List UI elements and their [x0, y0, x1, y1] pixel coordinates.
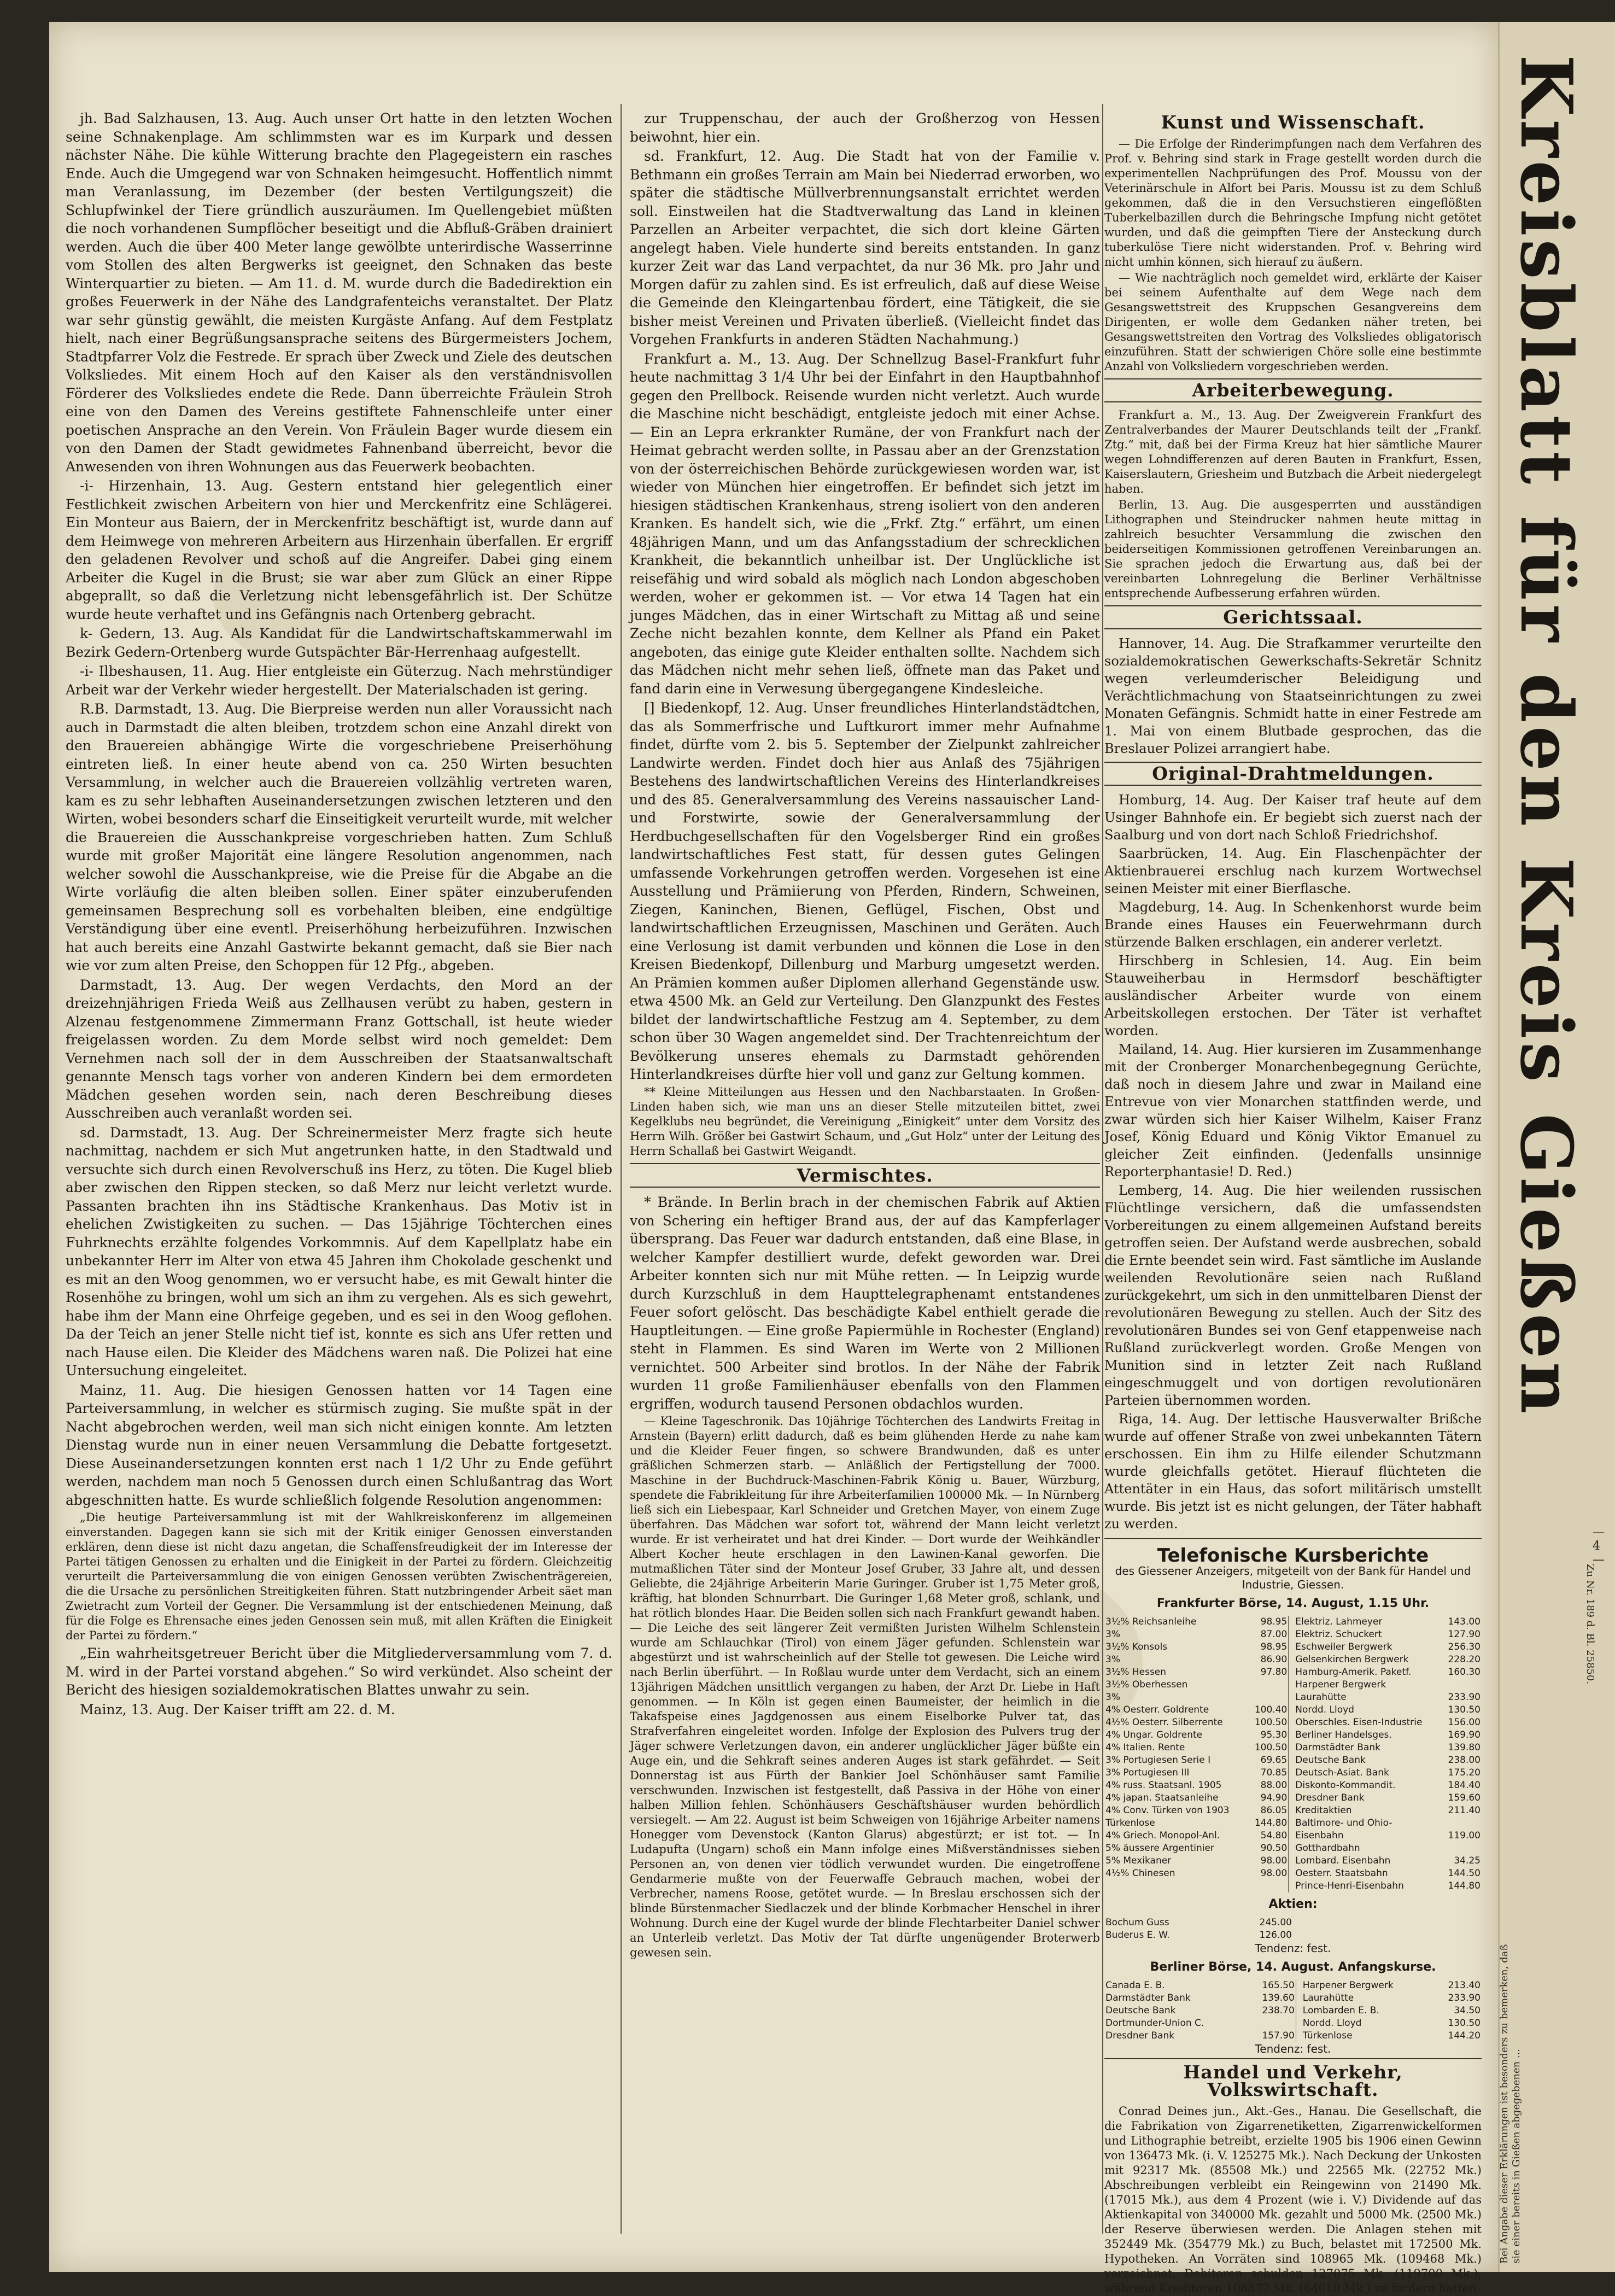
quote-name: Dresdner Bank — [1105, 2030, 1175, 2041]
quote-row — [1104, 1792, 1482, 1804]
quote-separator — [1289, 1729, 1295, 1742]
article-paragraph: „Die heutige Parteiversammlung ist mit der Wahlkreiskonferenz im allgemeinen einverstanden. Dagegen kann sie sich mit der Kritik einiger Genossen einverstanden erklären, denn diese ist nicht dazu angetan, die Schaffensfreudigkeit der im Interesse der Partei tätigen Genossen zu erhalten und die Einigkeit in der Partei zu fördern. Gleichzeitig verurteilt die Parteiversammlung die von einigen Genossen verübten Zwischenträgereien, die die Ursache zu persönlichen Streitigkeiten führen. Statt nutzbringender Arbeit säet man Zwietracht zum Vorteil der Gegner. Die Versammlung ist der entschiedenen Meinung, daß für die Folge es Ehrensache eines jeden Genossen sein muß, mit allen Kräften die Einigkeit der Partei zu fördern.“ — [66, 1511, 612, 1642]
quote-row — [1104, 1929, 1293, 1942]
quote-name: Lombard. Eisenbahn — [1295, 1855, 1391, 1866]
quote-name: 4% Conv. Türken von 1903 — [1105, 1805, 1230, 1816]
quote-name: Oberschles. Eisen-Industrie — [1295, 1717, 1423, 1728]
quote-name: Bochum Guss — [1105, 1917, 1169, 1928]
quote-value: 86.05 — [1260, 1805, 1288, 1816]
quote-row — [1104, 1666, 1482, 1679]
article-paragraph: k- Gedern, 13. Aug. Als Kandidat für die Landwirtschaftskammerwahl im Bezirk Gedern-Ortenberg wurde Gutspächter Bär-Herrenhaag aufgestellt. — [66, 626, 612, 660]
quote-row — [1104, 1754, 1482, 1767]
article-paragraph: jh. Bad Salzhausen, 13. Aug. Auch unser Ort hatte in den letzten Wochen seine Schnakenplage. Am schlimmsten war es im Kurpark und dessen nächster Nähe. Die kühle Witterung brachte den Plagegeistern ein rasches Ende. Auch die Umgegend war von Schnaken heimgesucht. Hoffentlich nimmt man Veranlassung, im Dezember (der besten Vertilgungszeit) die Schlupfwinkel der Tiere gründlich auszuräumen. Im Quellengebiet müßten die noch vorhandenen Sumpflöcher beseitigt und die Abfluß-Gräben drainiert werden. Auch die über 400 Meter lange gewölbte unterirdische Wasserrinne vom Stollen des alten Bergwerks ist geeignet, den Schnaken das beste Winterquartier zu bieten. — Am 11. d. M. wurde durch die Badedirektion ein großes Feuerwerk in der Nähe des Landgrafenteichs veranstaltet. Der Platz war sehr günstig gewählt, die meisten Kurgäste Anfang. Auf dem Festplatz hielt, nach einer Begrüßungsansprache seitens des Bürgermeisters Jochem, Stadtpfarrer Volz die Festrede. Er sprach über Zweck und Ziele des deutschen Volksliedes. Mit einem Hoch auf den Kaiser als den verständnisvollen Förderer des Volksliedes endete die Rede. Dann überreichte Fräulein Stroh eine von den Damen des Vereins gestiftete Fahnenschleife unter einer poetischen Ansprache an den Verein. Von Fräulein Bager wurde diesem ein von den Damen der Stadt gewidmetes Fahnenband überreicht, bevor die Anwesenden von ihren Wohnungen aus das Feuerwerk beobachten. — [66, 110, 612, 475]
quote-value: 238.70 — [1262, 2005, 1295, 2016]
quote-value: 159.60 — [1448, 1792, 1481, 1803]
quote-name: Eschweiler Bergwerk — [1295, 1641, 1392, 1652]
frankfurt-exchange-heading: Frankfurter Börse, 14. August, 1.15 Uhr. — [1156, 1597, 1430, 1610]
article-paragraph: sd. Frankfurt, 12. Aug. Die Stadt hat von der Familie v. Bethmann ein großes Terrain am Main bei Niederrad erworben, wo später die städtische Müllverbrennungsanstalt errichtet werden soll. Einstweilen hat die Stadtverwaltung das Land in kleinen Parzellen an Arbeiter verpachtet, die sich dort kleine Gärten angelegt haben. Viele hunderte sind bereits entstanden. In ganz kurzer Zeit war das Land verpachtet, da nur 36 Mk. pro Jahr und Morgen dafür zu zahlen sind. Es ist erfreulich, daß auf diese Weise die Gemeinde den Kleingartenbau fördert, eine Tätigkeit, die sie bisher meist Vereinen und Privaten überließ. (Vielleicht findet das Vorgehen Frankfurts in anderen Städten Nachahmung.) — [630, 148, 1100, 347]
quote-name: Elektriz. Lahmeyer — [1295, 1616, 1383, 1627]
quote-name: 3% — [1105, 1629, 1120, 1640]
quote-name: 4% russ. Staatsanl. 1905 — [1105, 1780, 1222, 1791]
quote-separator — [1289, 1767, 1295, 1779]
article-paragraph: Riga, 14. Aug. Der lettische Hausverwalter Brißche wurde auf offener Straße von zwei unbekannten Tätern erschossen. Ein ihm zu Hilfe eilender Schutzmann wurde gleichfalls getötet. Hierauf flüchteten die Attentäter in ein Haus, das sofort militärisch umstellt wurde. Bis jetzt ist es nicht gelungen, der Täter habhaft zu werden. — [1104, 1411, 1482, 1532]
quote-value — [1249, 1880, 1289, 1892]
quote-name: Dortmunder-Union C. — [1105, 2018, 1204, 2029]
quote-value: 100.50 — [1254, 1742, 1288, 1753]
article-paragraph: -i- Hirzenhain, 13. Aug. Gestern entstand hier gelegentlich einer Festlichkeit zwischen Arbeitern von hier und Merckenfritz eine Schlägerei. Ein Monteur aus Baiern, der in Merckenfritz beschäftigt ist, wurde dann auf dem Heimwege von mehreren Arbeitern aus Hirzenhain überfallen. Er ergriff den geladenen Revolver und schoß auf die Angreifer. Dabei ging einem Arbeiter die Kugel in die Brust; sie war aber zum Glück an einer Rippe abgeprallt, so daß die Verletzung nicht lebensgefährlich ist. Der Schütze wurde heute verhaftet und ins Gefängnis nach Ortenberg gebracht. — [66, 478, 612, 622]
quote-value: 165.50 — [1262, 1980, 1295, 1991]
quote-separator — [1289, 1867, 1295, 1880]
article-paragraph: — Kleine Tageschronik. Das 10jährige Töchterchen des Landwirts Freitag in Arnstein (Bayern) erlitt dadurch, daß es beim glühenden Herde zu nahe kam und die Kleider Feuer fingen, so schwere Brandwunden, daß es unter gräßlichen Schmerzen starb. — Anläßlich der Fertigstellung der 7000. Maschine in der Buchdruck-Maschinen-Fabrik König u. Bauer, Würzburg, spendete die Fabrikleitung für ihre Arbeiterfamilien 100000 Mk. — In Nürnberg ließ sich ein Liebespaar, Karl Schneider und Gretchen Mayer, von einem Zuge überfahren. Das Mädchen war sofort tot, während der Mann leicht verletzt wurde. Er ist verheiratet und hat drei Kinder. — Dort wurde der Weihkändler Albert Kocher heute erschlagen in den Lawinen-Kanal geworfen. Die mutmaßlichen Täter sind der Monteur Josef Gruber, 33 Jahre alt, und dessen Geliebte, die 24jährige Arbeiterin Marie Guringer. Gruber ist 1,75 Meter groß, kräftig, hat blonden Schnurrbart. Die Guringer 1,68 Meter groß, schlank, und hat rötlich blondes Haar. Die Beiden sollen sich nach Frankfurt gewandt haben. — Die Leiche des seit längerer Zeit vermißten Juristen Wilhelm Schlenstein wurde am Schlauchkar (Tirol) von einem Jäger gefunden. Schlenstein war abgestürzt und ist wahrscheinlich auf der Stelle tot gewesen. Die Leiche wird nach Berlin überführt. — In Roßlau wurde unter dem Verdacht, sich an einem 13jährigen Mädchen unsittlich vergangen zu haben, der Arzt Dr. Liebe in Haft genommen. — In Köln ist gegen einen Baumeister, der heimlich in die Takafspeise eines Jagdgenossen aus einem Eiselborke Pulver tat, das Strafverfahren eingeleitet worden. Infolge der Explosion des Pulvers trug der Jäger schwere Verletzungen davon, ein anderer unglücklicher Jäger büßte ein Auge ein, und die Sehkraft seines anderen Auges ist stark gefährdet. — Seit Donnerstag ist aus Fürth der Bankier Joel Schönhäuser samt Familie verschwunden. Inzwischen ist festgestellt, daß Passiva in der Höhe von einer halben Million fehlen. Schönhäusers Geschäftshäuser wurden behördlich versiegelt. — Am 22. August ist beim Schweigen von 16jährige Arbeiter namens Honegger vom Devenstock (Kanton Glarus) abgestürzt; er ist tot. — In Ludapufta (Ungarn) schoß ein Mann infolge eines Mißverständnisses sieben Personen an, von denen vier tödlich verwundet wurden. Die eingetroffene Gendarmerie mußte von der Feuerwaffe Gebrauch machen, wobei der Verbrecher, namens Roose, getötet wurde. — In Breslau erschossen sich der blinde Bürstenmacher Siedlaczek und der blinde Korbmacher Henschel in ihrer Wohnung. Durch eine der Kugel wurde der blinde Flechtarbeiter Daniel schwer an Unterleib verletzt. Das Motiv der Tat dürfte ungenügender Broterwerb gewesen sein. — [630, 1415, 1100, 1959]
quote-row — [1104, 1867, 1482, 1880]
aktien-heading: Aktien: — [1268, 1897, 1318, 1911]
article-paragraph: Frankfurt a. M., 13. Aug. Der Zweigverein Frankfurt des Zentralverbandes der Maurer Deutschlands teilt der „Frankf. Ztg.“ mit, daß bei der Firma Kreuz hat hier sämtliche Maurer wegen Lohndifferenzen auf deren Bauten in Frankfurt, Essen, Kaiserslautern, Griesheim und Butzbach die Arbeit niedergelegt haben. — [1104, 408, 1482, 495]
article-paragraph: Conrad Deines jun., Akt.-Ges., Hanau. Die Gesellschaft, die die Fabrikation von Zigarrenetiketten, Zigarrenwickelformen und Lithographie betreibt, erzielte 1905 bis 1906 einen Gewinn von 136473 Mk. (i. V. 125275 Mk.). Nach Deckung der Unkosten mit 92317 Mk. (85508 Mk.) und 22565 Mk. (22752 Mk.) Abschreibungen verbleibt ein Reingewinn von 21490 Mk. (17015 Mk.), aus dem 4 Prozent (wie i. V.) Dividende auf das Aktienkapital von 340000 Mk. gezahlt und 5000 Mk. (2500 Mk.) der Reserve überwiesen werden. Die Anlagen stehen mit 352449 Mk. (354779 Mk.) zu Buch, belastet mit 172500 Mk. Hypotheken. An Vorräten sind 108965 Mk. (109468 Mk.) verzeichnet. Debitoren schulden 127075 Mk. (119700 Mk.), während Kreditoren 108877 Mk. (64010 Mk.) zu fordern hatten. — [1104, 2105, 1482, 2295]
quote-separator — [1289, 1716, 1295, 1729]
quote-separator — [1289, 1742, 1295, 1754]
quote-value — [1442, 1842, 1482, 1855]
quote-value: 228.20 — [1448, 1654, 1481, 1665]
quote-value: 156.00 — [1448, 1717, 1481, 1728]
quote-row — [1104, 1979, 1482, 1992]
quote-separator — [1289, 1754, 1295, 1767]
quote-name: 4% japan. Staatsanleihe — [1105, 1792, 1219, 1803]
quote-row — [1104, 2017, 1482, 2030]
quote-row — [1104, 1704, 1482, 1716]
quote-separator — [1296, 2017, 1302, 2030]
quote-name: Berliner Handelsges. — [1295, 1730, 1392, 1740]
quote-value: 144.80 — [1254, 1818, 1288, 1828]
quote-separator — [1289, 1654, 1295, 1666]
quote-row — [1104, 2005, 1482, 2017]
quote-name: Prince-Henri-Eisenbahn — [1295, 1880, 1404, 1891]
article-paragraph: sd. Darmstadt, 13. Aug. Der Schreinermeister Merz fragte sich heute nachmittag, nachdem er sich Mut angetrunken hatte, in den Stadtwald und versuchte sich durch einen Revolverschuß ins Herz, zu töten. Die Kugel blieb aber zwischen den Rippen stecken, so daß Merz nur leicht verletzt wurde. Passanten brachten ihn ins Städtische Krankenhaus. Das Motiv ist in ehelichen Zwistigkeiten zu suchen. — Das 15jährige Töchterchen eines Fuhrknechts erzählte folgendes Vorkommnis. Auf dem Kapellplatz habe ein unbekannter Herr im Alter von etwa 45 Jahren ihm Chokolade geschenkt und es mit an den Woog genommen, wo er versucht habe, es mit Gewalt hinter die Rosenhöhe zu bringen, wohl um sich an ihm zu vergehen. Als es sich gewehrt, habe ihm der Mann eine Ohrfeige gegeben, und es sei in den Woog geflohen. Da der Teich an jener Stelle nicht tief ist, konnte es sich ans Ufer retten und nach Hause eilen. Die Kleider des Mädchens waren naß. Die Polizei hat eine Untersuchung eingeleitet. — [66, 1124, 612, 1378]
quote-value: 256.30 — [1448, 1641, 1481, 1652]
quote-name: 4½% Chinesen — [1105, 1868, 1175, 1879]
quote-name: 3% Portugiesen Serie I — [1105, 1755, 1211, 1766]
quote-separator — [1296, 2005, 1302, 2017]
article-paragraph: zur Truppenschau, der auch der Großherzog von Hessen beiwohnt, hier ein. — [630, 110, 1100, 145]
stock-report — [1104, 1538, 1482, 2059]
article-paragraph: R.B. Darmstadt, 13. Aug. Die Bierpreise werden nun aller Voraussicht nach auch in Darmstadt die alten bleiben, trotzdem schon eine Anzahl direkt von den Brauereien abhängige Wirte die vorgeschriebene Preiserhöhung eintreten ließ. In einer heute abend von ca. 250 Wirten besuchten Versammlung, in welcher auch die Brauereien vollzählig vertreten waren, kam es zu sehr lebhaften Auseinandersetzungen zwischen letzteren und den Wirten, wobei besonders scharf die Einseitigkeit verurteilt wurde, mit welcher die Brauereien die Ausschankpreise vorgeschrieben hatten. Zum Schluß wurde mit großer Majorität eine längere Resolution angenommen, nach welcher sowohl die Ausschankpreise, wie die Preise für die Abgabe an die Wirte vorläufig die alten bleiben sollen. Einer später einzuberufenden gemeinsamen Besprechung soll es vorbehalten bleiben, eine endgültige Verständigung über eine eventl. Preiserhöhung herbeizuführen. Inzwischen hat auch bereits eine Anzahl Gastwirte bekannt gemacht, daß sie Bier nach wie vor zum alten Preise, den Schoppen für 12 Pfg., abgeben. — [66, 701, 612, 973]
quote-name: 3% Portugiesen III — [1105, 1767, 1190, 1778]
quote-row — [1104, 1830, 1482, 1842]
quote-value: 87.00 — [1260, 1629, 1288, 1640]
column-rule — [621, 104, 622, 2234]
quote-value: 98.00 — [1260, 1868, 1288, 1879]
quote-row — [1104, 1691, 1482, 1704]
quote-separator — [1289, 1779, 1295, 1792]
section-heading-gericht: Gerichtssaal. — [1104, 605, 1482, 629]
quote-name: Harpener Bergwerk — [1295, 1679, 1386, 1690]
quote-value: 211.40 — [1448, 1805, 1481, 1816]
tendenz-label: Tendenz: fest. — [1255, 1942, 1331, 1955]
quote-name — [1104, 1880, 1249, 1892]
quote-separator — [1289, 1616, 1295, 1628]
quote-name: 3½% Oberhessen — [1105, 1679, 1188, 1690]
quote-separator — [1296, 2030, 1302, 2042]
quote-separator — [1289, 1880, 1295, 1892]
quote-value: 184.40 — [1448, 1780, 1481, 1791]
article-paragraph: Berlin, 13. Aug. Die ausgesperrten und ausständigen Lithographen und Steindrucker nahmen heute mittag in zahlreich besuchter Versammlung die zwischen den beiderseitigen Kommissionen getroffenen Vereinbarungen an. Sie sprachen jedoch die Erwartung aus, daß bei der vereinbarten Lohnregelung die Berliner Verhältnisse entsprechende Aufbesserung erfahren würden. — [1104, 498, 1482, 600]
quote-row — [1104, 1616, 1482, 1628]
column-3 — [1104, 109, 1482, 2295]
quote-name: 5% äussere Argentinier — [1105, 1843, 1214, 1854]
article-paragraph: Frankfurt a. M., 13. Aug. Der Schnellzug Basel-Frankfurt fuhr heute nachmittag 3 1/4 Uhr bei der Einfahrt in den Hauptbahnhof gegen den Prellbock. Reisende wurden nicht verletzt. Auch wurde die Maschine nicht beschädigt, entgleiste jedoch mit einer Achse. — Ein an Lepra erkrankter Rumäne, der von Frankfurt nach der Heimat gebracht werden sollte, in Passau aber an der Grenzstation von der österreichischen Behörde zurückgewiesen worden war, ist wieder von München hier eingetroffen. Er befindet sich jetzt im hiesigen städtischen Krankenhaus, streng isoliert von den anderen Kranken. Es handelt sich, wie die „Frkf. Ztg.“ erfährt, um einen 48jährigen Mann, und um das Anfangsstadium der schrecklichen Krankheit, die bekanntlich unheilbar ist. Der Unglückliche ist reisefähig und wird sobald als möglich nach London abgeschoben werden, woher er gekommen ist. — Vor etwa 14 Tagen hat ein junges Mädchen, das in einer Wirtschaft zu Mittag aß und seine Zeche nicht bezahlen konnte, dem Kellner als Pfand ein Paket angeboten, das einige gute Kleider enthalten sollte. Nachdem sich das Mädchen nicht mehr sehen ließ, öffnete man das Paket und fand darin eine in Verwesung übergegangene Kindesleiche. — [630, 350, 1100, 697]
article-paragraph: [] Biedenkopf, 12. Aug. Unser freundliches Hinterlandstädtchen, das als Sommerfrische und Luftkurort immer mehr Aufnahme findet, dürfte vom 2. bis 5. September der Zielpunkt zahlreicher Landwirte werden. Findet doch hier aus Anlaß des 75jährigen Bestehens des landwirtschaftlichen Vereins des Hinterlandkreises und des 85. Generalversammlung des Vereins nassauischer Land- und Forstwirte, sowie der Generalversammlung der Herdbuchgesellschaften für den Vogelsberger Rind ein großes landwirtschaftliches Fest statt, für dessen gutes Gelingen umfassende Vorkehrungen getroffen werden. Vorgesehen ist eine Ausstellung und Prämiierung von Pferden, Rindern, Schweinen, Ziegen, Kaninchen, Bienen, Geflügel, Fischen, Obst und landwirtschaftlichen Erzeugnissen, Maschinen und Geräten. Auch eine Verlosung ist damit verbunden und können die Lose in den Kreisen Biedenkopf, Dillenburg und Marburg umgesetzt werden. An Prämien kommen außer Diplomen allerhand Gegenstände usw. etwa 4500 Mk. an Geld zur Verteilung. Den Glanzpunkt des Festes bildet der landwirtschaftliche Festzug am 4. September, zu dem schon über 30 Wagen angemeldet sind. Der Trachtenreichtum der Bevölkerung unseres ehemals zu Darmstadt gehörenden Hinterlandkreises dürfte hier voll und ganz zur Geltung kommen. — [630, 700, 1100, 1082]
quote-value: 143.00 — [1448, 1616, 1481, 1627]
quote-name: Hamburg-Amerik. Paketf. — [1295, 1667, 1412, 1678]
quote-separator — [1289, 1792, 1295, 1804]
quote-value: 126.00 — [1259, 1930, 1292, 1941]
quote-value: 130.50 — [1448, 2018, 1481, 2029]
quote-value — [1442, 1817, 1482, 1830]
quote-name: 3% — [1105, 1654, 1120, 1665]
quote-separator — [1289, 1691, 1295, 1704]
berlin-exchange-heading: Berliner Börse, 14. August. Anfangskurse. — [1150, 1960, 1436, 1974]
quote-value: 94.90 — [1260, 1792, 1288, 1803]
quote-name: 3½% Reichsanleihe — [1105, 1616, 1197, 1627]
frankfurt-quotes-table — [1104, 1616, 1482, 1892]
quote-value: 98.00 — [1260, 1855, 1288, 1866]
section-heading-kunst: Kunst und Wissenschaft. — [1161, 112, 1425, 133]
quote-value: 144.80 — [1448, 1880, 1481, 1891]
quote-name: Gotthardbahn — [1295, 1843, 1360, 1854]
quote-value: 69.65 — [1260, 1755, 1288, 1766]
quote-value: 144.50 — [1448, 1868, 1481, 1879]
article-paragraph: Hirschberg in Schlesien, 14. Aug. Ein beim Stauweiherbau in Hermsdorf beschäftigter ausländischer Arbeiter wurde von einem Arbeitskollegen erstochen. Der Täter ist verhaftet worden. — [1104, 953, 1482, 1038]
quote-value: 90.50 — [1260, 1843, 1288, 1854]
quote-value: 95.30 — [1260, 1730, 1288, 1740]
quote-value: 213.40 — [1448, 1980, 1481, 1991]
quote-value: 139.80 — [1448, 1742, 1481, 1753]
quote-name: Deutsch-Asiat. Bank — [1295, 1767, 1389, 1778]
article-paragraph: „Ein wahrheitsgetreuer Bericht über die Mitgliederversammlung vom 7. d. M. wird in der Partei vorstand abgehen.“ So wird verkündet. Also scheint der Bericht des hiesigen sozialdemokratischen Blattes unwahr zu sein. — [66, 1645, 612, 1698]
article-paragraph: Mailand, 14. Aug. Hier kursieren im Zusammenhange mit der Cronberger Monarchenbegegnung Gerüchte, daß noch in diesem Jahre und zwar in Mailand eine Entrevue von vier Monarchen stattfinden werde, und zwar würden sich hier Kaiser Wilhelm, Kaiser Franz Josef, König Eduard und König Viktor Emanuel zu gleicher Zeit einfinden. (Jedenfalls unsinnige Reporterphantasie! D. Red.) — [1104, 1042, 1482, 1179]
article-paragraph: Darmstadt, 13. Aug. Der wegen Verdachts, den Mord an der dreizehnjährigen Frieda Weiß aus Zellhausen verübt zu haben, gestern in Alzenau festgenommene Zimmermann Franz Gottschall, ist heute wieder freigelassen worden. Zu dem Morde selbst wird noch gemeldet: Dem Vernehmen nach soll der in dem Ausschreiben der Staatsanwaltschaft genannte Mensch tags vorher von anderen Kindern bei dem ermordeten Mädchen gesehen worden sein, nach deren Beschreibung dieses Ausschreiben auch veranlaßt worden sei. — [66, 977, 612, 1121]
quote-value: 144.20 — [1448, 2030, 1481, 2041]
quote-value: 119.00 — [1448, 1830, 1481, 1841]
tendenz-label: Tendenz: fest. — [1255, 2042, 1331, 2055]
quote-value: 98.95 — [1260, 1616, 1288, 1627]
article-paragraph: -i- Ilbeshausen, 11. Aug. Hier entgleiste ein Güterzug. Nach mehrstündiger Arbeit war der Verkehr wieder hergestellt. Der Materialschaden ist gering. — [66, 663, 612, 698]
next-page-edge — [1498, 22, 1615, 2272]
section-heading-arbeiter: Arbeiterbewegung. — [1104, 378, 1482, 402]
quote-name: Türkenlose — [1302, 2030, 1353, 2041]
quote-row — [1104, 1679, 1482, 1691]
quote-name: 4% Italien. Rente — [1105, 1742, 1185, 1753]
masthead-title: Kreisblatt für den Kreis Gießen — [1505, 55, 1588, 1417]
quote-value: 233.90 — [1448, 1692, 1481, 1703]
quote-name: 4% Oesterr. Goldrente — [1105, 1704, 1209, 1715]
article-paragraph: — Wie nachträglich noch gemeldet wird, erklärte der Kaiser bei seinem Aufenthalte auf dem Wege nach dem Gesangswettstreit des Kruppschen Gesangvereins dem Dirigenten, er wolle dem Gedanken näher treten, bei Gesangswettstreiten den Vortrag des Volksliedes obligatorisch einzuführen. Statt der schwierigen Chöre solle eine bestimmte Anzahl von Volksliedern vorgeschrieben werden. — [1104, 271, 1482, 373]
quote-name: Dresdner Bank — [1295, 1792, 1365, 1803]
edge-side-note: Bei Angabe dieser Erklärungen ist besonders zu bemerken, daß sie einer bereits in Gießen abgegebenen ... — [1499, 1944, 1522, 2264]
quote-name: Kreditaktien — [1295, 1805, 1352, 1816]
quote-row — [1104, 1880, 1482, 1892]
quote-row — [1104, 2030, 1482, 2042]
quote-separator — [1289, 1830, 1295, 1842]
page-number: — 4 — — [1593, 1526, 1605, 1567]
quote-separator — [1296, 1992, 1302, 2005]
quote-value: 97.80 — [1260, 1667, 1288, 1678]
quote-name: Harpener Bergwerk — [1302, 1980, 1394, 1991]
stock-report-title: Telefonische Kursberichte — [1157, 1545, 1429, 1567]
quote-name: Gelsenkirchen Bergwerk — [1295, 1654, 1409, 1665]
quote-value: 245.00 — [1259, 1917, 1292, 1928]
stock-report-subtitle: des Giessener Anzeigers, mitgeteilt von der Bank für Handel und Industrie, Giessen. — [1115, 1564, 1471, 1591]
quote-value: 160.30 — [1448, 1667, 1481, 1678]
quote-separator — [1289, 1666, 1295, 1679]
article-paragraph: — Die Erfolge der Rinderimpfungen nach dem Verfahren des Prof. v. Behring sind stark in Frage gestellt worden durch die experimentellen Nachprüfungen des Prof. Moussu von der Veterinärschule in Alfort bei Paris. Moussu ist zu dem Schluß gekommen, daß die in den Versuchstieren eingeflößten Tuberkelbazillen durch die Behringsche Impfung nicht getötet wurden, und daß die geimpften Tiere der Ansteckung durch tuberkulöse Tiere nicht widerstanden. Prof. v. Behring wird nicht umhin können, sich hierauf zu äußern. — [1104, 137, 1482, 268]
quote-row — [1104, 1654, 1482, 1666]
quote-value: 100.50 — [1254, 1717, 1288, 1728]
quote-value: 169.90 — [1448, 1730, 1481, 1740]
quote-name: Nordd. Lloyd — [1302, 2018, 1362, 2029]
quote-value: 34.25 — [1454, 1855, 1481, 1866]
article-paragraph: Lemberg, 14. Aug. Die hier weilenden russischen Flüchtlinge versichern, daß die umfassendsten Vorbereitungen zu einem allgemeinen Aufstand bereits getroffen seien. Der Aufstand werde ausbrechen, sobald die Ernte beendet sein wird. Fast sämtliche im Auslande weilenden Revolutionäre seien nach Rußland zurückgekehrt, um sich in den unmittelbaren Dienst der revolutionären Bewegung zu stellen. Auch der Sitz des revolutionären Bundes sei von Genf etappenweise nach Rußland zurückverlegt worden. Große Mengen von Munition sind in letzter Zeit nach Rußland eingeschmuggelt und von dortigen revolutionären Parteien übernommen worden. — [1104, 1183, 1482, 1408]
quote-row — [1104, 1855, 1482, 1867]
quote-name: 4% Griech. Monopol-Anl. — [1105, 1830, 1220, 1841]
quote-name: Laurahütte — [1295, 1692, 1347, 1703]
quote-name: Buderus E. W. — [1105, 1930, 1170, 1941]
quote-name: Darmstädter Bank — [1295, 1742, 1381, 1753]
quote-row — [1104, 1992, 1482, 2005]
quote-name: Diskonto-Kommandit. — [1295, 1780, 1396, 1791]
quote-value: 130.50 — [1448, 1704, 1481, 1715]
newspaper-page — [49, 22, 1498, 2295]
quote-value: 233.90 — [1448, 1993, 1481, 2003]
quote-row — [1104, 1742, 1482, 1754]
article-paragraph: Mainz, 11. Aug. Die hiesigen Genossen hatten vor 14 Tagen eine Parteiversammlung, in welcher es stürmisch zuging. Sie mußte spät in der Nacht abgebrochen werden, weil man sich nicht einigen konnte. Am letzten Dienstag wurde nun in einer neuen Versammlung die Debatte fortgesetzt. Diese Auseinandersetzungen konnten erst nach 1 1/2 Uhr zu Ende geführt werden, nachdem man noch 5 Genossen durch einen Schlußantrag das Wort abgeschnitten hatte. Es wurde schließlich folgende Resolution angenommen: — [66, 1382, 612, 1508]
quote-value: 88.00 — [1260, 1780, 1288, 1791]
article-paragraph: Magdeburg, 14. Aug. In Schenkenhorst wurde beim Brande eines Hauses ein Feuerwehrmann durch stürzende Balken erschlagen, ein anderer verletzt. — [1104, 899, 1482, 950]
article-paragraph: Saarbrücken, 14. Aug. Ein Flaschenpächter der Aktienbrauerei erschlug nach kurzem Wortwechsel seinen Meister mit einer Bierflasche. — [1104, 846, 1482, 896]
quote-value — [1247, 2017, 1296, 2030]
quote-value: 98.95 — [1260, 1641, 1288, 1652]
article-paragraph: * Brände. In Berlin brach in der chemischen Fabrik auf Aktien von Schering ein heftiger Brand aus, der auf das Kampferlager übersprang. Das Feuer war dadurch entstanden, daß eine Blase, in welcher Kampfer destilliert wurde, defekt geworden war. Drei Arbeiter konnten sich nur mit Mühe retten. — In Leipzig wurde durch Kurzschluß in dem Haupttelegraphenamt entstandenes Feuer sofort gelöscht. Das beschädigte Kabel enthielt gerade die Hauptleitungen. — Eine große Papiermühle in Rochester (England) steht in Flammen. Es sind Waren im Werte von 2 Millionen vernichtet. 500 Arbeiter sind brotlos. In der Nähe der Fabrik wurden 11 große Familienhäuser ebenfalls von den Flammen ergriffen, wodurch tausend Personen obdachlos wurden. — [630, 1194, 1100, 1412]
quote-name: Deutsche Bank — [1295, 1755, 1366, 1766]
section-heading-draht: Original-Drahtmeldungen. — [1104, 762, 1482, 786]
quote-name: 3% — [1105, 1692, 1120, 1703]
quote-value: 127.90 — [1448, 1629, 1481, 1640]
quote-row — [1104, 1917, 1293, 1929]
quote-name: Eisenbahn — [1295, 1830, 1344, 1841]
quote-row — [1104, 1842, 1482, 1855]
column-rule — [1102, 104, 1103, 2234]
quote-name: Elektriz. Schuckert — [1295, 1629, 1382, 1640]
quote-value: 86.90 — [1260, 1654, 1288, 1665]
quote-value — [1249, 1679, 1289, 1691]
berlin-quotes-table — [1104, 1979, 1482, 2042]
column-2 — [630, 109, 1100, 2239]
quote-separator — [1289, 1641, 1295, 1654]
quote-value: 157.90 — [1262, 2030, 1295, 2041]
article-paragraph: Hannover, 14. Aug. Die Strafkammer verurteilte den sozialdemokratischen Gewerkschafts-Sekretär Schnitz wegen verleumderischer Beleidigung und Verächtlichmachung von Staatseinrichtungen zu zwei Monaten Gefängnis. Schmidt hatte in einer Festrede am 1. Mai von einem Blutbade gesprochen, das die Breslauer Polizei arrangiert habe. — [1104, 636, 1482, 756]
quote-value: 34.50 — [1454, 2005, 1481, 2016]
quote-row — [1104, 1817, 1482, 1830]
quote-name: Lombarden E. B. — [1302, 2005, 1379, 2016]
quote-name: Darmstädter Bank — [1105, 1993, 1191, 2003]
aktien-quotes-table — [1104, 1917, 1293, 1942]
quote-value: 139.60 — [1262, 1993, 1295, 2003]
quote-value: 54.80 — [1260, 1830, 1288, 1841]
issue-line: Zu Nr. 189 d. Bl. 25850. — [1584, 1564, 1596, 1685]
quote-separator — [1296, 1979, 1302, 1992]
quote-separator — [1289, 1704, 1295, 1716]
quote-value: 238.00 — [1448, 1755, 1481, 1766]
quote-name: 3½% Konsols — [1105, 1641, 1168, 1652]
quote-separator — [1289, 1804, 1295, 1817]
quote-separator — [1289, 1842, 1295, 1855]
quote-row — [1104, 1804, 1482, 1817]
quote-row — [1104, 1729, 1482, 1742]
quote-row — [1104, 1716, 1482, 1729]
quote-name: 4½% Oesterr. Silberrente — [1105, 1717, 1223, 1728]
quote-value: 175.20 — [1448, 1767, 1481, 1778]
quote-value — [1442, 1679, 1482, 1691]
quote-name: Türkenlose — [1105, 1818, 1155, 1828]
quote-value: 70.85 — [1260, 1767, 1288, 1778]
article-paragraph: ** Kleine Mitteilungen aus Hessen und den Nachbarstaaten. In Großen-Linden haben sich, wie man uns an dieser Stelle mitzuteilen bittet, zwei Kegelklubs neu begründet, die Vereinigung „Einigkeit“ unter dem Vorsitz des Herrn Wilh. Größer bei Gastwirt Schaum, und „Gut Holz“ unter der Leitung des Herrn Schallaß bei Gastwirt Weigandt. — [630, 1085, 1100, 1158]
quote-row — [1104, 1779, 1482, 1792]
quote-separator — [1289, 1855, 1295, 1867]
quote-row — [1104, 1641, 1482, 1654]
quote-separator — [1289, 1817, 1295, 1830]
article-paragraph: Mainz, 13. Aug. Der Kaiser trifft am 22. d. M. — [80, 1701, 395, 1717]
quote-name: Deutsche Bank — [1105, 2005, 1176, 2016]
article-paragraph: Homburg, 14. Aug. Der Kaiser traf heute auf dem Usinger Bahnhofe ein. Er begiebt sich zuerst nach der Saalburg und von dort nach Schloß Friedrichshof. — [1104, 792, 1482, 843]
quote-row — [1104, 1767, 1482, 1779]
section-heading-handel: Handel und Verkehr, Volkswirtschaft. — [1183, 2061, 1403, 2100]
quote-name: Canada E. B. — [1105, 1980, 1165, 1991]
quote-name: Baltimore- und Ohio- — [1295, 1818, 1392, 1828]
quote-name: 5% Mexikaner — [1105, 1855, 1172, 1866]
quote-value: 100.40 — [1254, 1704, 1288, 1715]
section-heading-vermischtes: Vermischtes. — [630, 1163, 1100, 1188]
quote-row — [1104, 1628, 1482, 1641]
quote-separator — [1289, 1679, 1295, 1691]
quote-name: 3½% Hessen — [1105, 1667, 1167, 1678]
quote-separator — [1289, 1628, 1295, 1641]
quote-name: 4% Ungar. Goldrente — [1105, 1730, 1203, 1740]
quote-name: Oesterr. Staatsbahn — [1295, 1868, 1388, 1879]
quote-name: Nordd. Lloyd — [1295, 1704, 1354, 1715]
quote-value — [1249, 1691, 1289, 1704]
column-1 — [66, 109, 612, 2239]
quote-name: Laurahütte — [1302, 1993, 1354, 2003]
